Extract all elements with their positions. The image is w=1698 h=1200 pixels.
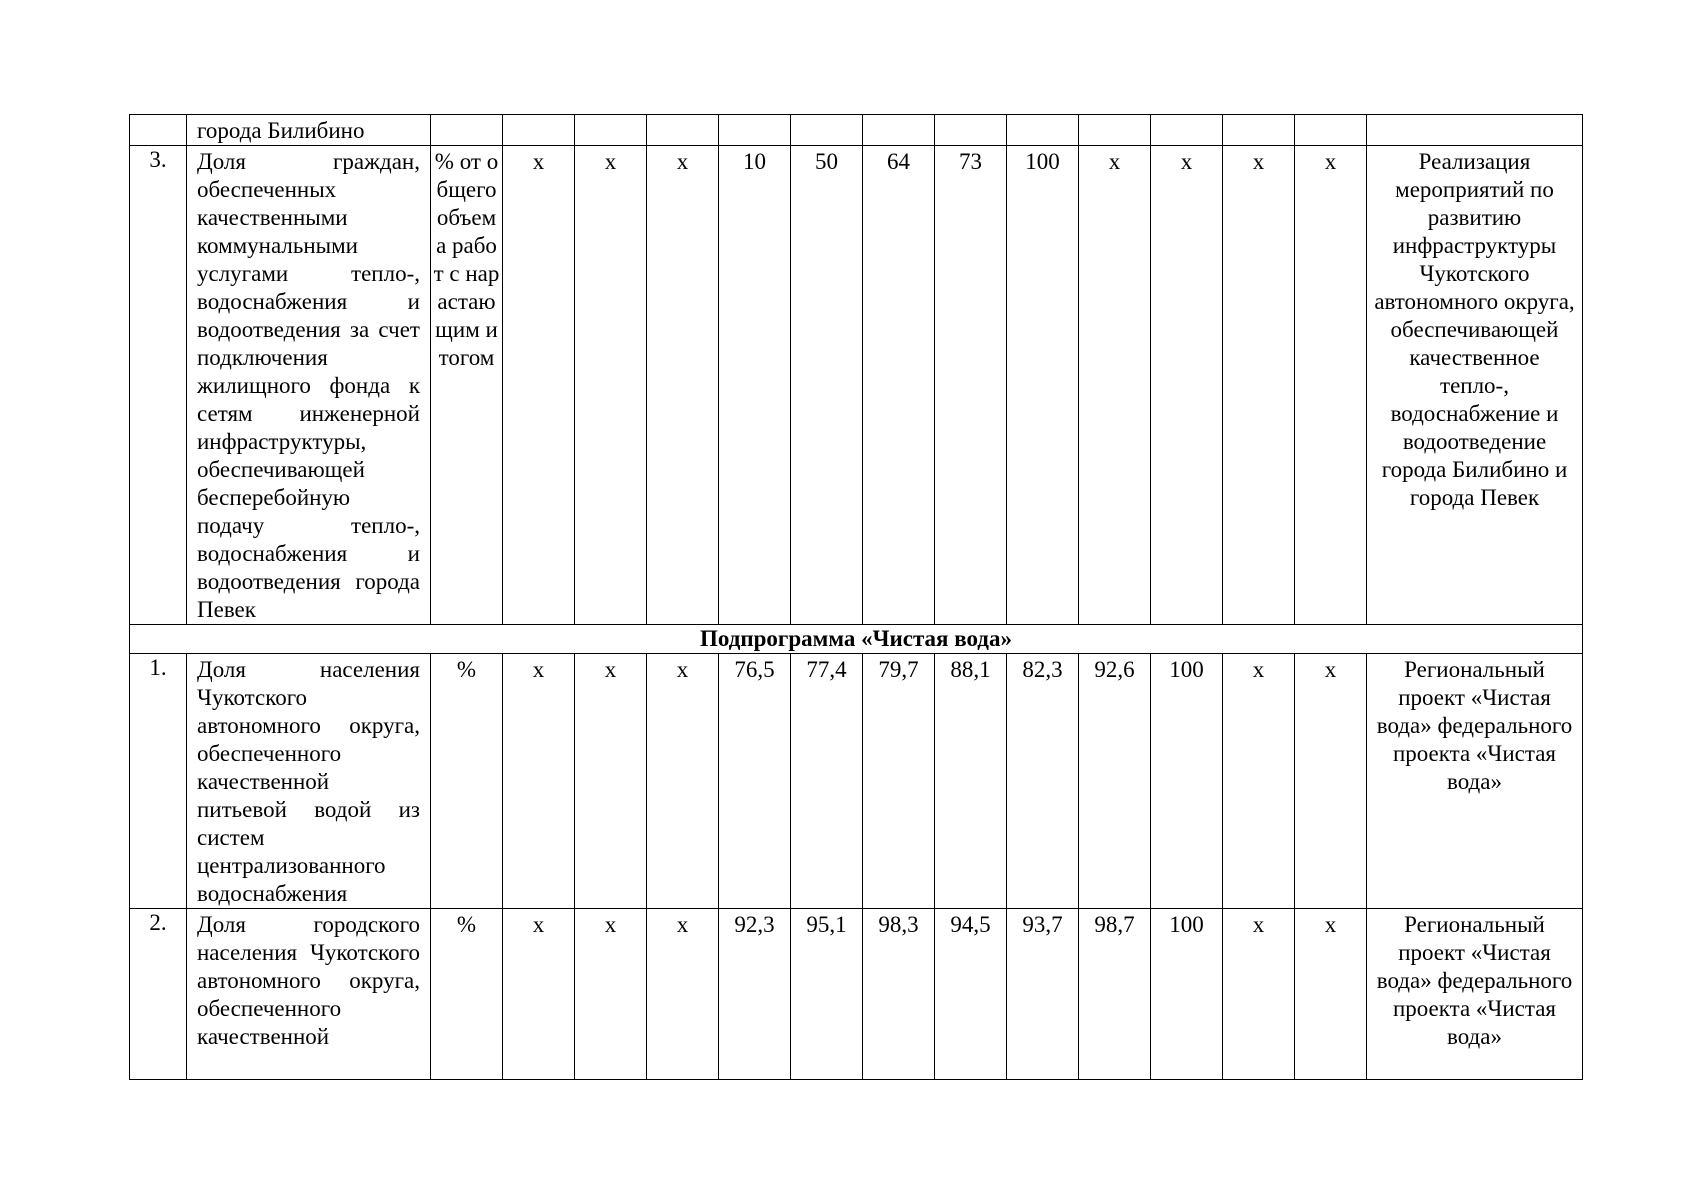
value-cell (647, 115, 719, 146)
value-cell: 100 (1151, 654, 1223, 909)
value-cell: х (1079, 146, 1151, 625)
value-cell (575, 115, 647, 146)
value-cell: 98,3 (863, 909, 935, 1080)
value-cell: х (1295, 146, 1367, 625)
value-cell: х (575, 909, 647, 1080)
value-cell: х (1223, 146, 1295, 625)
note-cell: Реализация мероприятий по развитию инфраструктуры Чукотского автономного округа, обеспечивающей качественное тепло-, водоснабжение и водоотведение города Билибино и города Певек (1367, 146, 1583, 625)
row-number (130, 115, 187, 146)
table-row (130, 146, 1583, 625)
value-cell: х (503, 654, 575, 909)
value-cell: 92,6 (1079, 654, 1151, 909)
value-cell (935, 115, 1007, 146)
subprogram-heading: Подпрограмма «Чистая вода» (130, 625, 1583, 654)
value-cell: 88,1 (935, 654, 1007, 909)
value-cell: х (647, 909, 719, 1080)
value-cell: х (1223, 909, 1295, 1080)
value-cell: х (647, 654, 719, 909)
value-cell: х (503, 909, 575, 1080)
value-cell: х (503, 146, 575, 625)
value-cell: 100 (1007, 146, 1079, 625)
note-cell: Региональный проект «Чистая вода» федерального проекта «Чистая вода» (1367, 909, 1583, 1080)
table-row (130, 654, 1583, 909)
row-number: 2. (130, 909, 187, 1080)
unit-cell (431, 115, 503, 146)
subprogram-row (130, 625, 1583, 654)
value-cell (1295, 115, 1367, 146)
value-cell: 10 (719, 146, 791, 625)
value-cell (1151, 115, 1223, 146)
value-cell: 50 (791, 146, 863, 625)
value-cell: 77,4 (791, 654, 863, 909)
unit-cell: % (431, 909, 503, 1080)
value-cell (1007, 115, 1079, 146)
indicator-name: Доля населения Чукотского автономного округа, обеспеченного качественной питьевой водой из систем централизованного водоснабжения (187, 654, 431, 909)
value-cell: 79,7 (863, 654, 935, 909)
value-cell: 94,5 (935, 909, 1007, 1080)
value-cell: 64 (863, 146, 935, 625)
value-cell: 93,7 (1007, 909, 1079, 1080)
value-cell: х (1295, 654, 1367, 909)
value-cell: 100 (1151, 909, 1223, 1080)
row-number: 3. (130, 146, 187, 625)
value-cell: 82,3 (1007, 654, 1079, 909)
indicator-name: города Билибино (187, 115, 431, 146)
value-cell: 95,1 (791, 909, 863, 1080)
row-number: 1. (130, 654, 187, 909)
table-row (130, 909, 1583, 1080)
value-cell: х (1223, 654, 1295, 909)
note-cell: Региональный проект «Чистая вода» федерального проекта «Чистая вода» (1367, 654, 1583, 909)
value-cell (791, 115, 863, 146)
unit-cell: % (431, 654, 503, 909)
value-cell: 76,5 (719, 654, 791, 909)
value-cell (503, 115, 575, 146)
value-cell: 98,7 (1079, 909, 1151, 1080)
value-cell: 92,3 (719, 909, 791, 1080)
value-cell (719, 115, 791, 146)
table-row (130, 115, 1583, 146)
indicator-name: Доля граждан, обеспеченных качественными коммунальными услугами тепло-, водоснабжения и водоотведения за счет подключения жилищного фонда к сетям инженерной инфраструктуры, обеспечивающей бесперебойную подачу тепло-, водоснабжения и водоотведения города Певек (187, 146, 431, 625)
value-cell: х (575, 654, 647, 909)
value-cell (863, 115, 935, 146)
indicator-name: Доля городского населения Чукотского автономного округа, обеспеченного качественной (187, 909, 431, 1080)
value-cell (1079, 115, 1151, 146)
value-cell: х (1151, 146, 1223, 625)
value-cell: 73 (935, 146, 1007, 625)
value-cell: х (1295, 909, 1367, 1080)
unit-cell: % от общего объема работ с нарастающим итогом (431, 146, 503, 625)
note-cell (1367, 115, 1583, 146)
value-cell (1223, 115, 1295, 146)
value-cell: х (647, 146, 719, 625)
value-cell: х (575, 146, 647, 625)
indicator-table (129, 114, 1583, 1080)
